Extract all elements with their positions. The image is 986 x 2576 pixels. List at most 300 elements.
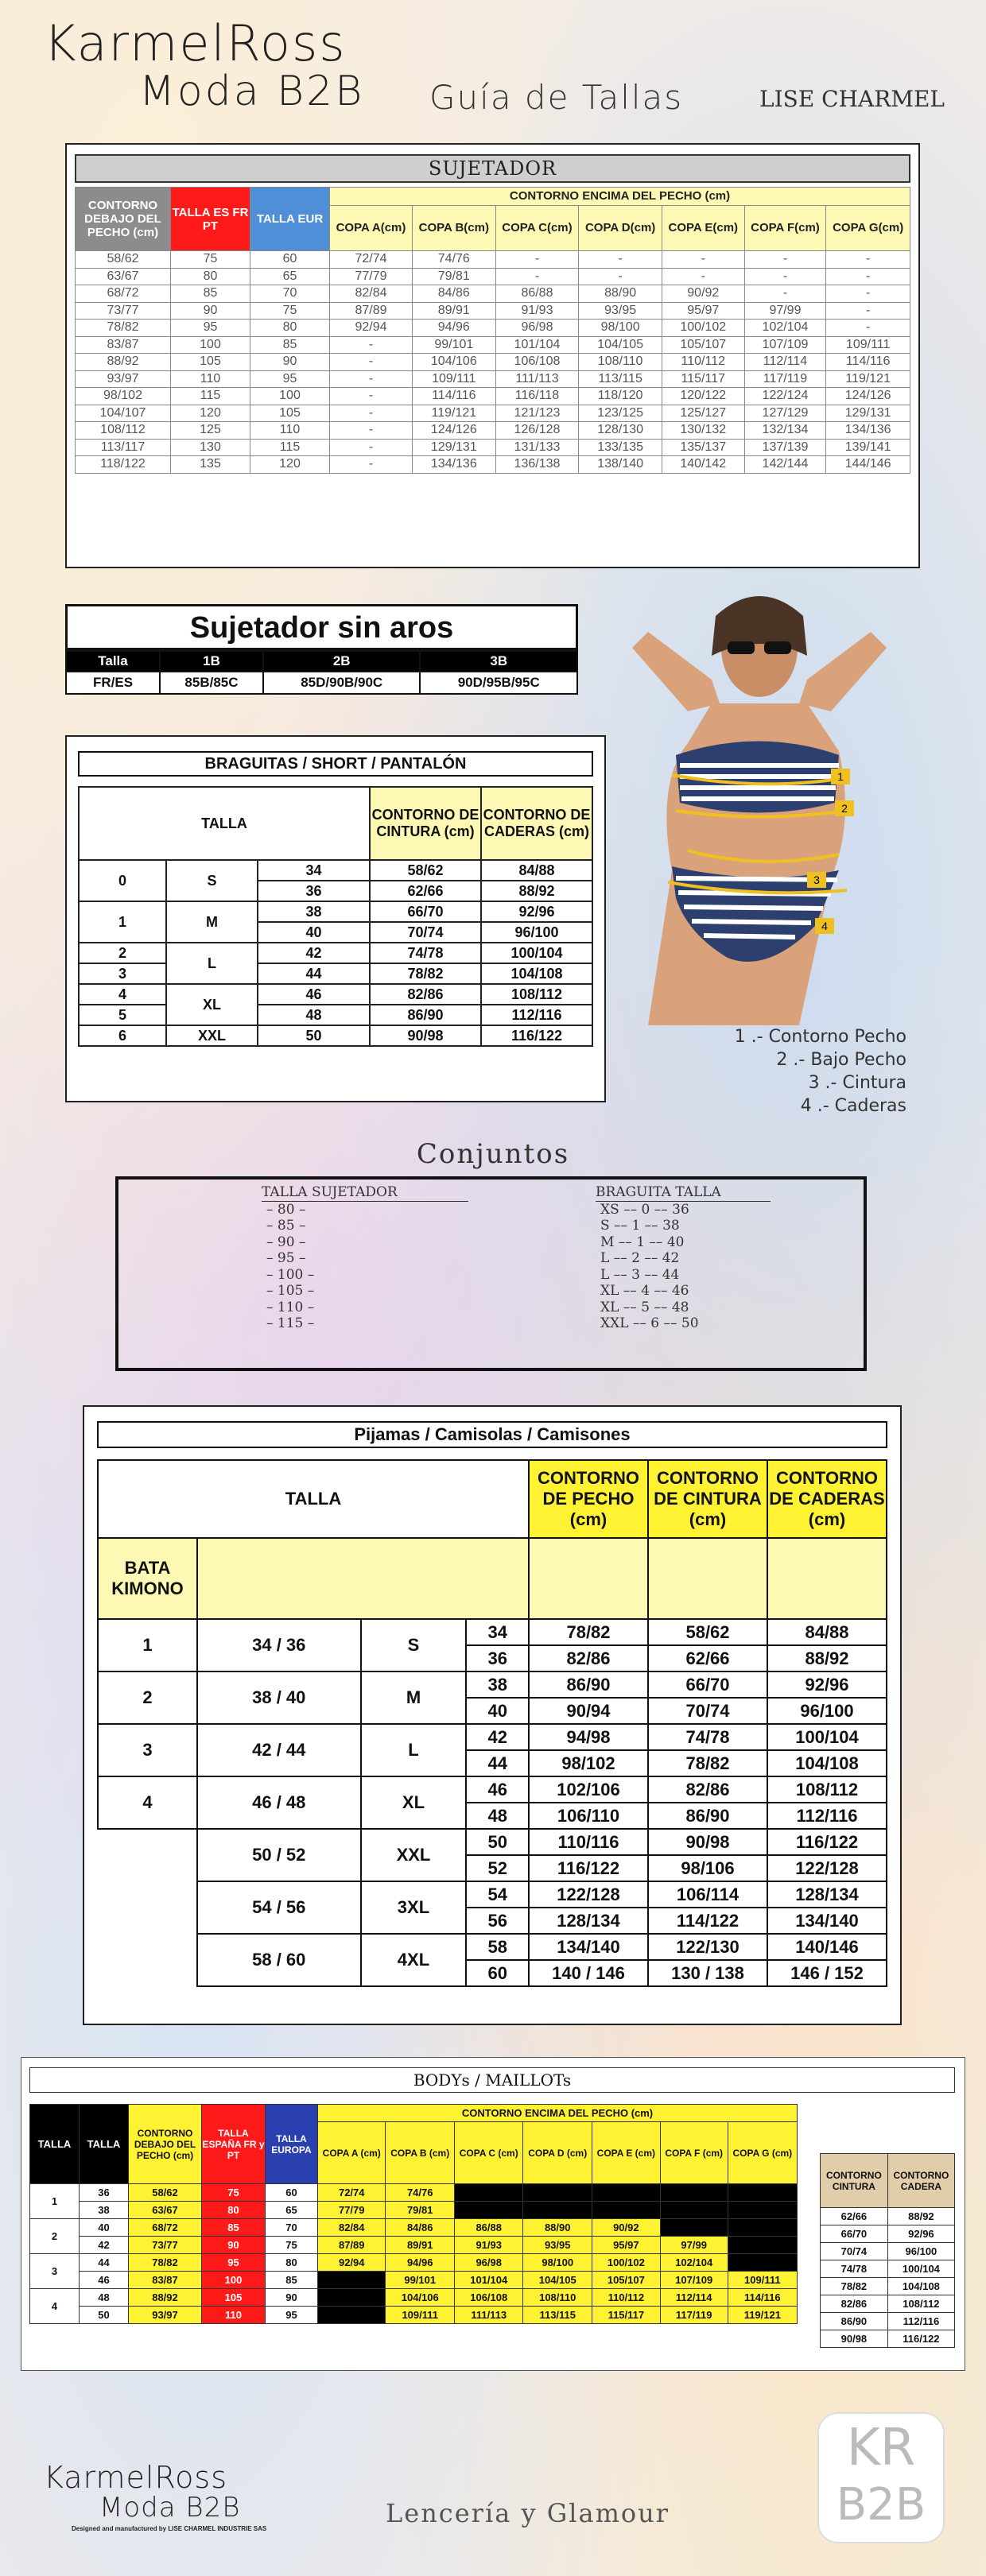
sujetador-cell: 65: [250, 268, 330, 285]
pijamas-fr: 50 / 52: [197, 1829, 361, 1881]
sujetador-cell: 85: [171, 285, 250, 303]
bodys-cell: 112/114: [660, 2289, 728, 2307]
sujetador-cell: 130: [171, 439, 250, 456]
conjuntos-left-item: – 80 –: [266, 1201, 306, 1218]
sujetador-cell: 80: [171, 268, 250, 285]
pijamas-size: 3XL: [361, 1881, 467, 1934]
sujetador-cell: 75: [171, 251, 250, 269]
pijamas-row: [98, 1934, 887, 1960]
sujetador-cell: 104/106: [412, 354, 495, 371]
pijamas-kimono: [98, 1829, 197, 1881]
bodys-cell: 93/97: [129, 2307, 202, 2324]
bodys-cell: 90: [202, 2237, 266, 2254]
bodys-cell: 77/79: [318, 2202, 386, 2219]
pijamas-fr: 34 / 36: [197, 1619, 361, 1671]
sin-aros-h0: Talla: [66, 651, 160, 672]
sujetador-row: [76, 251, 910, 269]
bodys-cell: 93/95: [523, 2237, 592, 2254]
measure-legend: [652, 1025, 906, 1118]
bodys-cell: 115/117: [592, 2307, 660, 2324]
sujetador-cell: 132/134: [744, 422, 826, 440]
bodys-cell: 48: [80, 2289, 129, 2307]
bodys-side-row: [821, 2243, 955, 2260]
pijamas-fr: 54 / 56: [197, 1881, 361, 1934]
sujetador-row: [76, 320, 910, 337]
braguitas-cintura: 58/62: [370, 860, 481, 881]
bodys-side-cell: 112/116: [887, 2313, 954, 2330]
sujetador-cell: 87/89: [330, 302, 413, 320]
bodys-side-cell: 62/66: [821, 2208, 888, 2225]
bodys-cell: 63/67: [129, 2202, 202, 2219]
sujetador-cell: 94/96: [412, 320, 495, 337]
marker-4: 4: [821, 920, 828, 932]
sujetador-cell: -: [744, 251, 826, 269]
sujetador-cell: 89/91: [412, 302, 495, 320]
pijamas-eu: 60: [466, 1960, 529, 1986]
bodys-cell: 72/74: [318, 2184, 386, 2202]
sujetador-cell: -: [744, 268, 826, 285]
sujetador-cell: 118/120: [579, 388, 662, 405]
braguitas-num: 6: [79, 1025, 166, 1046]
sujetador-cell: 135/137: [662, 439, 744, 456]
bodys-side-cell: 116/122: [887, 2330, 954, 2348]
braguitas-col-caderas: CONTORNO DE CADERAS (cm): [481, 787, 592, 860]
bodys-cell: [660, 2202, 728, 2219]
sujetador-row: [76, 439, 910, 456]
bodys-cell: 113/115: [523, 2307, 592, 2324]
sujetador-cell: 70: [250, 285, 330, 303]
cup-header-5: COPA F(cm): [744, 205, 826, 250]
sujetador-cell: 111/113: [495, 370, 579, 388]
bodys-side-table: [820, 2153, 955, 2348]
sujetador-cell: -: [495, 268, 579, 285]
sujetador-cell: 95/97: [662, 302, 744, 320]
pijamas-eu: 54: [466, 1881, 529, 1908]
bodys-cell: [523, 2184, 592, 2202]
sujetador-cell: 95: [250, 370, 330, 388]
sujetador-cell: 72/74: [330, 251, 413, 269]
pijamas-cintura: 130 / 138: [648, 1960, 767, 1986]
pijamas-caderas: 128/134: [767, 1881, 887, 1908]
bodys-cell: 117/119: [660, 2307, 728, 2324]
pijamas-size: S: [361, 1619, 467, 1671]
pijamas-caderas: 122/128: [767, 1855, 887, 1881]
sujetador-cell: 92/94: [330, 320, 413, 337]
braguitas-col-talla: TALLA: [79, 787, 370, 860]
sujetador-cell: 108/110: [579, 354, 662, 371]
pijamas-title: Pijamas / Camisolas / Camisones: [97, 1421, 887, 1448]
pijamas-kimono: [98, 1881, 197, 1934]
pijamas-cintura: 106/114: [648, 1881, 767, 1908]
pijamas-eu: 44: [466, 1750, 529, 1776]
cup-header-0: COPA A(cm): [330, 205, 413, 250]
braguitas-eu: 38: [258, 901, 370, 922]
bodys-side-cell: 78/82: [821, 2278, 888, 2295]
bodys-cell: 85: [266, 2272, 318, 2289]
pijamas-pecho: 98/102: [529, 1750, 648, 1776]
bodys-group: 3: [30, 2254, 80, 2289]
bodys-cell: 75: [266, 2237, 318, 2254]
bodys-cell: 100: [202, 2272, 266, 2289]
bodys-cell: 92/94: [318, 2254, 386, 2272]
legend-item-2: 2 .- Bajo Pecho: [776, 1050, 906, 1070]
sujetador-cell: 93/95: [579, 302, 662, 320]
pijamas-caderas: 84/88: [767, 1619, 887, 1645]
pijamas-cintura: 114/122: [648, 1908, 767, 1934]
bodys-side-cell: 108/112: [887, 2295, 954, 2313]
bodys-cell: [454, 2184, 523, 2202]
sin-aros-c1: 85B/85C: [160, 672, 263, 694]
pijamas-fr: 46 / 48: [197, 1776, 361, 1829]
bodys-cell: 109/111: [386, 2307, 455, 2324]
pijamas-pecho: 134/140: [529, 1934, 648, 1960]
pijamas-cintura: 78/82: [648, 1750, 767, 1776]
bodys-row: [30, 2184, 798, 2202]
braguitas-caderas: 104/108: [481, 963, 592, 984]
conjuntos-right-item: XS –– 0 –– 36: [600, 1201, 689, 1218]
brand-logo-line2: Moda B2B: [139, 68, 365, 115]
col-contorno-bajo: CONTORNO DEBAJO DEL PECHO (cm): [76, 188, 171, 251]
braguitas-eu: 42: [258, 943, 370, 963]
sujetador-cell: 60: [250, 251, 330, 269]
pijamas-pecho: 140 / 146: [529, 1960, 648, 1986]
sin-aros-h2: 2B: [263, 651, 421, 672]
bodys-cell: 101/104: [454, 2272, 523, 2289]
sujetador-cell: -: [330, 422, 413, 440]
braguitas-num: 1: [79, 901, 166, 943]
bodys-cell: 105: [202, 2289, 266, 2307]
bodys-cell: 38: [80, 2202, 129, 2219]
conjuntos-left-item: – 115 –: [266, 1315, 315, 1331]
conjuntos-right-item: XL –– 5 –– 48: [600, 1299, 689, 1315]
bodys-title: BODYs / MAILLOTs: [29, 2067, 955, 2093]
braguitas-cintura: 82/86: [370, 984, 481, 1005]
kr-logo-bottom: B2B: [836, 2479, 926, 2531]
bodys-side-cell: 100/104: [887, 2260, 954, 2278]
pijamas-caderas: 112/116: [767, 1803, 887, 1829]
footer-tagline: Lencería y Glamour: [386, 2498, 670, 2528]
sujetador-cell: 133/135: [579, 439, 662, 456]
sujetador-cell: 117/119: [744, 370, 826, 388]
braguitas-size: M: [166, 901, 258, 943]
bodys-cell: 88/92: [129, 2289, 202, 2307]
braguitas-cintura: 90/98: [370, 1025, 481, 1046]
bodys-cell: 95/97: [592, 2237, 660, 2254]
bodys-row: [30, 2237, 798, 2254]
kr-logo-top: KR: [846, 2419, 916, 2477]
sujetador-cell: 75: [250, 302, 330, 320]
sujetador-cell: 106/108: [495, 354, 579, 371]
braguitas-caderas: 116/122: [481, 1025, 592, 1046]
pijamas-pecho: 122/128: [529, 1881, 648, 1908]
braguitas-eu: 36: [258, 881, 370, 901]
pijamas-eu: 48: [466, 1803, 529, 1829]
bodys-cell: 73/77: [129, 2237, 202, 2254]
pijamas-pecho: 86/90: [529, 1671, 648, 1698]
sin-aros-c3: 90D/95B/95C: [420, 672, 577, 694]
sujetador-cell: 134/136: [826, 422, 910, 440]
bodys-cell: [728, 2254, 797, 2272]
conjuntos-title: Conjuntos: [416, 1138, 570, 1170]
bodys-side-cell: 88/92: [887, 2208, 954, 2225]
bodys-cell: 75: [202, 2184, 266, 2202]
bodys-cell: 105/107: [592, 2272, 660, 2289]
braguitas-cintura: 70/74: [370, 922, 481, 943]
bodys-cell: 89/91: [386, 2237, 455, 2254]
braguitas-row: [79, 943, 592, 963]
bodys-cell: 114/116: [728, 2289, 797, 2307]
sujetador-cell: 100: [250, 388, 330, 405]
bodys-cell: 104/106: [386, 2289, 455, 2307]
sujetador-cell: 84/86: [412, 285, 495, 303]
sujetador-cell: 93/97: [76, 370, 171, 388]
sujetador-row: [76, 456, 910, 474]
bodys-cell: 86/88: [454, 2219, 523, 2237]
bodys-side-row: [821, 2330, 955, 2348]
braguitas-size: L: [166, 943, 258, 984]
sin-aros-title: Sujetador sin aros: [65, 604, 578, 650]
model-photo: [600, 584, 914, 1025]
conjuntos-left-item: – 110 –: [266, 1299, 315, 1315]
pijamas-col-cintura: CONTORNO DE CINTURA (cm): [648, 1460, 767, 1538]
sujetador-row: [76, 285, 910, 303]
braguitas-row: [79, 860, 592, 881]
pijamas-pecho: 110/116: [529, 1829, 648, 1855]
bodys-cell: 70: [266, 2219, 318, 2237]
bodys-row: [30, 2289, 798, 2307]
bodys-cell: [660, 2184, 728, 2202]
pijamas-cintura: 58/62: [648, 1619, 767, 1645]
bodys-col-talla-b: TALLA: [80, 2105, 129, 2184]
sujetador-cell: -: [495, 251, 579, 269]
bodys-col-talla-a: TALLA: [30, 2105, 80, 2184]
sujetador-cell: -: [826, 320, 910, 337]
pijamas-pecho: 116/122: [529, 1855, 648, 1881]
bodys-cell: 46: [80, 2272, 129, 2289]
braguitas-size: S: [166, 860, 258, 901]
braguitas-eu: 34: [258, 860, 370, 881]
col-talla-eur: TALLA EUR: [250, 188, 330, 251]
bodys-col-espana: TALLA ESPAÑA FR y PT: [202, 2105, 266, 2184]
pijamas-row: [98, 1881, 887, 1908]
bodys-row: [30, 2307, 798, 2324]
conjuntos-left: [262, 1184, 468, 1332]
sujetador-cell: 138/140: [579, 456, 662, 474]
pijamas-fr: 42 / 44: [197, 1724, 361, 1776]
footer-made-by: Designed and manufactured by LISE CHARMEL INDUSTRIE SAS: [72, 2525, 267, 2532]
sin-aros-h3: 3B: [420, 651, 577, 672]
sujetador-cell: -: [330, 354, 413, 371]
conjuntos-left-header: TALLA SUJETADOR: [262, 1184, 468, 1202]
pijamas-eu: 50: [466, 1829, 529, 1855]
sujetador-row: [76, 268, 910, 285]
bodys-side-cell: 92/96: [887, 2225, 954, 2243]
bodys-side-cell: 90/98: [821, 2330, 888, 2348]
sujetador-cell: 82/84: [330, 285, 413, 303]
sujetador-cell: -: [330, 370, 413, 388]
braguitas-table: [78, 786, 593, 1047]
bodys-cell: 83/87: [129, 2272, 202, 2289]
braguitas-row: [79, 1005, 592, 1025]
pijamas-col-caderas: CONTORNO DE CADERAS (cm): [767, 1460, 887, 1538]
pijamas-row: [98, 1829, 887, 1855]
bodys-col-cintura: CONTORNO CINTURA: [821, 2154, 888, 2208]
braguitas-caderas: 84/88: [481, 860, 592, 881]
bodys-cell: [660, 2219, 728, 2237]
bodys-cup-4: COPA E (cm): [592, 2122, 660, 2184]
conjuntos-right-item: L –– 3 –– 44: [600, 1266, 680, 1283]
conjuntos-left-item: – 90 –: [266, 1234, 306, 1250]
bodys-cell: 90: [266, 2289, 318, 2307]
sujetador-cell: 122/124: [744, 388, 826, 405]
sujetador-cell: 129/131: [412, 439, 495, 456]
sujetador-cell: 77/79: [330, 268, 413, 285]
pijamas-row: [98, 1671, 887, 1698]
braguitas-caderas: 112/116: [481, 1005, 592, 1025]
bodys-group-header: CONTORNO ENCIMA DEL PECHO (cm): [318, 2105, 798, 2122]
bodys-cell: 107/109: [660, 2272, 728, 2289]
sujetador-cell: 90: [250, 354, 330, 371]
bodys-cup-0: COPA A (cm): [318, 2122, 386, 2184]
bodys-cell: 88/90: [523, 2219, 592, 2237]
sujetador-cell: 125: [171, 422, 250, 440]
bodys-cell: 74/76: [386, 2184, 455, 2202]
bodys-cell: [318, 2289, 386, 2307]
sujetador-cell: 104/105: [579, 336, 662, 354]
sujetador-cell: 88/92: [76, 354, 171, 371]
conjuntos-left-item: – 100 –: [266, 1266, 315, 1283]
bodys-cell: [318, 2272, 386, 2289]
conjuntos-right-item: XL –– 4 –– 46: [600, 1283, 689, 1299]
sujetador-cell: 86/88: [495, 285, 579, 303]
pijamas-panel: [83, 1405, 902, 2025]
bodys-cell: 106/108: [454, 2289, 523, 2307]
sujetador-cell: 97/99: [744, 302, 826, 320]
braguitas-eu: 44: [258, 963, 370, 984]
pijamas-cintura: 122/130: [648, 1934, 767, 1960]
pijamas-cintura: 90/98: [648, 1829, 767, 1855]
conjuntos-left-item: – 95 –: [266, 1250, 306, 1266]
sujetador-cell: 129/131: [826, 405, 910, 422]
bodys-side-row: [821, 2225, 955, 2243]
braguitas-num: 0: [79, 860, 166, 901]
sujetador-cell: 68/72: [76, 285, 171, 303]
bodys-cell: 109/111: [728, 2272, 797, 2289]
pijamas-caderas: 134/140: [767, 1908, 887, 1934]
page-title: Guía de Tallas: [429, 78, 684, 117]
sujetador-cell: 130/132: [662, 422, 744, 440]
sujetador-table: [75, 187, 910, 474]
pijamas-eu: 46: [466, 1776, 529, 1803]
bodys-cell: 110/112: [592, 2289, 660, 2307]
marker-1: 1: [837, 770, 844, 783]
bodys-cell: 68/72: [129, 2219, 202, 2237]
pijamas-eu: 38: [466, 1671, 529, 1698]
conjuntos-left-item: – 85 –: [266, 1218, 306, 1234]
sujetador-title: SUJETADOR: [75, 154, 910, 183]
bodys-cell: 42: [80, 2237, 129, 2254]
pijamas-bata: BATA KIMONO: [98, 1538, 197, 1619]
kr-b2b-logo: [817, 2412, 945, 2543]
bodys-row: [30, 2202, 798, 2219]
sujetador-cell: 120: [250, 456, 330, 474]
bodys-side-cell: 74/78: [821, 2260, 888, 2278]
bodys-cell: 85: [202, 2219, 266, 2237]
sujetador-cell: 136/138: [495, 456, 579, 474]
braguitas-col-cintura: CONTORNO DE CINTURA (cm): [370, 787, 481, 860]
sujetador-cell: 98/102: [76, 388, 171, 405]
col-talla-fr: TALLA ES FR PT: [171, 188, 250, 251]
sujetador-cell: 137/139: [744, 439, 826, 456]
bodys-cell: 111/113: [454, 2307, 523, 2324]
pijamas-pecho: 102/106: [529, 1776, 648, 1803]
braguitas-num: 2: [79, 943, 166, 963]
bodys-cell: 84/86: [386, 2219, 455, 2237]
partner-logo: LISE CHARMEL: [759, 86, 945, 112]
sujetador-cell: 104/107: [76, 405, 171, 422]
bodys-cell: [728, 2219, 797, 2237]
sujetador-cell: 63/67: [76, 268, 171, 285]
bodys-cup-1: COPA B (cm): [386, 2122, 455, 2184]
pijamas-eu: 36: [466, 1645, 529, 1671]
pijamas-eu: 52: [466, 1855, 529, 1881]
bodys-cell: 36: [80, 2184, 129, 2202]
pijamas-caderas: 116/122: [767, 1829, 887, 1855]
braguitas-num: 5: [79, 1005, 166, 1025]
bodys-cell: 119/121: [728, 2307, 797, 2324]
sujetador-cell: 144/146: [826, 456, 910, 474]
sujetador-cell: 142/144: [744, 456, 826, 474]
bodys-cell: [523, 2202, 592, 2219]
bodys-table: [29, 2104, 798, 2324]
bodys-col-europa: TALLA EUROPA: [266, 2105, 318, 2184]
cup-header-4: COPA E(cm): [662, 205, 744, 250]
bodys-cell: [728, 2202, 797, 2219]
sujetador-cell: 125/127: [662, 405, 744, 422]
sujetador-row: [76, 422, 910, 440]
bodys-group: 1: [30, 2184, 80, 2219]
conjuntos-right-item: M –– 1 –– 40: [600, 1234, 685, 1250]
pijamas-eu: 34: [466, 1619, 529, 1645]
legend-item-1: 1 .- Contorno Pecho: [734, 1027, 906, 1047]
sujetador-cell: 119/121: [412, 405, 495, 422]
bodys-cell: 87/89: [318, 2237, 386, 2254]
bodys-side-row: [821, 2313, 955, 2330]
sujetador-cell: 90/92: [662, 285, 744, 303]
sin-aros-c0: FR/ES: [66, 672, 160, 694]
braguitas-row: [79, 901, 592, 922]
braguitas-size: XL: [166, 984, 258, 1025]
sujetador-cell: 110/112: [662, 354, 744, 371]
bodys-group: 4: [30, 2289, 80, 2324]
sujetador-row: [76, 370, 910, 388]
sujetador-cell: 99/101: [412, 336, 495, 354]
sujetador-cell: 135: [171, 456, 250, 474]
bodys-group: 2: [30, 2219, 80, 2254]
sin-aros-block: [65, 604, 578, 695]
legend-item-3: 3 .- Cintura: [808, 1073, 906, 1093]
sujetador-cell: -: [579, 251, 662, 269]
sujetador-row: [76, 388, 910, 405]
sujetador-cell: 102/104: [744, 320, 826, 337]
sujetador-cell: 115: [171, 388, 250, 405]
sujetador-cell: 131/133: [495, 439, 579, 456]
bodys-cell: 80: [202, 2202, 266, 2219]
braguitas-title: BRAGUITAS / SHORT / PANTALÓN: [78, 751, 593, 777]
pijamas-pecho: 128/134: [529, 1908, 648, 1934]
conjuntos-right-item: XXL –– 6 –– 50: [600, 1315, 699, 1331]
sujetador-cell: 113/117: [76, 439, 171, 456]
